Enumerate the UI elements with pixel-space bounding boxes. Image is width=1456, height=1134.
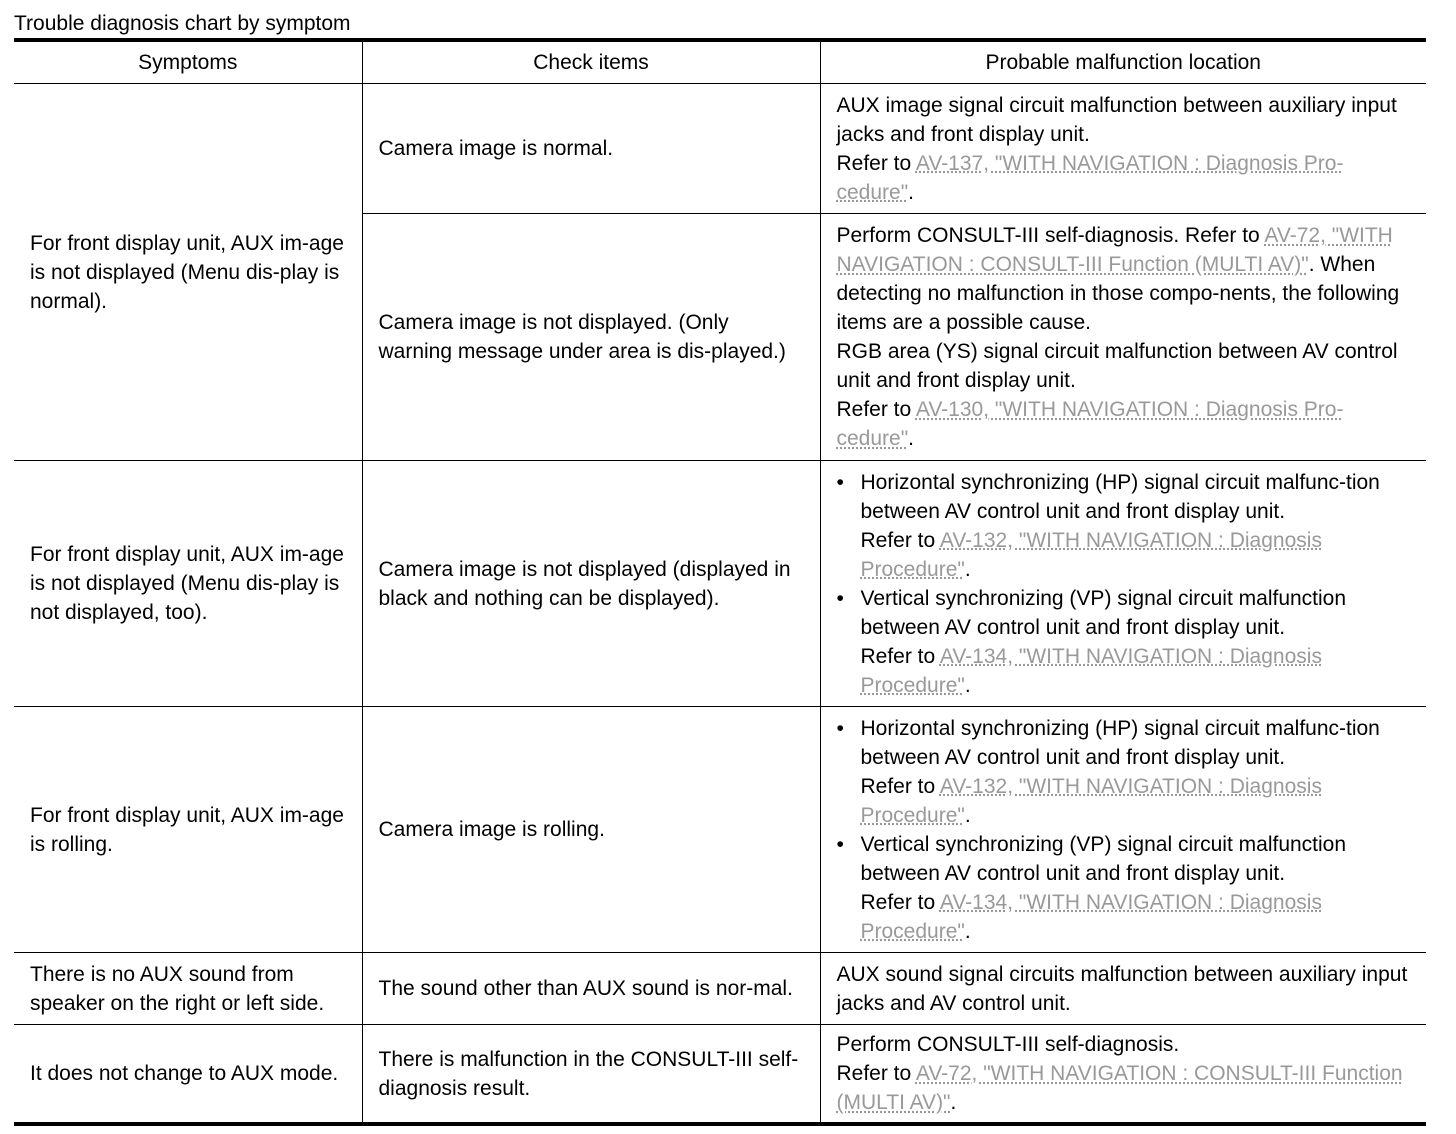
- ref-suffix: .: [964, 557, 971, 581]
- col-header-check-items: Check items: [362, 40, 820, 84]
- location-text: Vertical synchronizing (VP) signal circuit malfunction between AV control unit and front display unit.: [860, 832, 1347, 885]
- check-cell: There is malfunction in the CONSULT-III self-diagnosis result.: [362, 1025, 820, 1125]
- ref-prefix: Refer to: [836, 1062, 916, 1085]
- symptom-cell: For front display unit, AUX im-age is not displayed (Menu dis-play is not displayed, too).: [14, 461, 362, 707]
- table-row: [14, 461, 1426, 707]
- location-cell: [820, 214, 1426, 461]
- symptom-cell: It does not change to AUX mode.: [14, 1025, 362, 1125]
- location-cell: AUX sound signal circuits malfunction between auxiliary input jacks and AV control unit.: [820, 953, 1426, 1025]
- ref-suffix: .: [908, 427, 915, 450]
- ref-prefix: Refer to: [860, 528, 940, 552]
- ref-suffix: .: [964, 673, 971, 697]
- location-text: Perform CONSULT-III self-diagnosis.: [836, 1033, 1180, 1056]
- ref-link-av-72[interactable]: AV-72, "WITH NAVIGATION : CONSULT-III Function (MULTI AV)": [836, 224, 1393, 276]
- location-cell: [820, 84, 1426, 214]
- check-cell: Camera image is rolling.: [362, 707, 820, 953]
- location-text: Horizontal synchronizing (HP) signal circuit malfunc-tion between AV control unit and front display unit.: [860, 470, 1380, 523]
- ref-suffix: .: [950, 1091, 957, 1114]
- location-cell: [820, 461, 1426, 707]
- ref-suffix: .: [964, 803, 971, 827]
- ref-link-av-134[interactable]: AV-134, "WITH NAVIGATION : Diagnosis Procedure": [860, 644, 1322, 697]
- bullet-item: [837, 830, 1413, 946]
- bullet-item: [837, 584, 1413, 700]
- location-text: . When detecting no malfunction in those compo-nents, the following items are a possible cause.: [836, 253, 1400, 334]
- bullet-item: [837, 468, 1413, 584]
- ref-link-av-137[interactable]: AV-137, "WITH NAVIGATION : Diagnosis Pro-cedure": [836, 151, 1344, 204]
- page-title: Trouble diagnosis chart by symptom: [14, 12, 351, 35]
- ref-suffix: .: [964, 919, 971, 943]
- table-row: [14, 1025, 1426, 1125]
- location-text: Horizontal synchronizing (HP) signal circuit malfunc-tion between AV control unit and front display unit.: [860, 716, 1380, 769]
- ref-link-av-132[interactable]: AV-132, "WITH NAVIGATION : Diagnosis Procedure": [860, 774, 1322, 827]
- location-cell: [820, 1025, 1426, 1125]
- bullet-icon: •: [836, 716, 844, 740]
- table-row: [14, 84, 1426, 214]
- ref-link-av-72[interactable]: AV-72, "WITH NAVIGATION : CONSULT-III Function (MULTI AV)": [836, 1062, 1403, 1114]
- ref-prefix: Refer to: [836, 398, 916, 421]
- symptom-cell: There is no AUX sound from speaker on the right or left side.: [14, 953, 362, 1025]
- diagnosis-table: [14, 38, 1426, 1126]
- check-cell: Camera image is not displayed (displayed in black and nothing can be displayed).: [362, 461, 820, 707]
- col-header-symptoms: Symptoms: [14, 40, 362, 84]
- location-text: AUX image signal circuit malfunction between auxiliary input jacks and front display unit.: [836, 93, 1397, 146]
- table-row: [14, 953, 1426, 1025]
- ref-link-av-130[interactable]: AV-130, "WITH NAVIGATION : Diagnosis Pro-cedure": [836, 398, 1344, 450]
- ref-link-av-132[interactable]: AV-132, "WITH NAVIGATION : Diagnosis Procedure": [860, 528, 1322, 581]
- ref-prefix: Refer to: [836, 151, 916, 175]
- check-cell: Camera image is not displayed. (Only warning message under area is dis-played.): [362, 214, 820, 461]
- header-row: [14, 40, 1426, 84]
- symptom-cell: For front display unit, AUX im-age is not displayed (Menu dis-play is normal).: [14, 84, 362, 461]
- col-header-probable-location: Probable malfunction location: [820, 40, 1426, 84]
- check-cell: Camera image is normal.: [362, 84, 820, 214]
- bullet-icon: •: [836, 470, 844, 494]
- bullet-icon: •: [836, 586, 844, 610]
- bullet-icon: •: [836, 832, 844, 856]
- bullet-item: [837, 714, 1413, 830]
- symptom-cell: For front display unit, AUX im-age is rolling.: [14, 707, 362, 953]
- ref-link-av-134[interactable]: AV-134, "WITH NAVIGATION : Diagnosis Procedure": [860, 890, 1322, 943]
- ref-prefix: Refer to: [860, 774, 940, 798]
- ref-prefix: Refer to: [860, 890, 940, 914]
- location-text: RGB area (YS) signal circuit malfunction between AV control unit and front display unit.: [836, 340, 1398, 392]
- ref-suffix: .: [908, 180, 915, 204]
- ref-prefix: Refer to: [860, 644, 940, 668]
- location-text: Vertical synchronizing (VP) signal circuit malfunction between AV control unit and front display unit.: [860, 586, 1347, 639]
- location-text: Perform CONSULT-III self-diagnosis. Refer to: [836, 224, 1265, 247]
- location-cell: [820, 707, 1426, 953]
- check-cell: The sound other than AUX sound is nor-mal.: [362, 953, 820, 1025]
- table-row: [14, 707, 1426, 953]
